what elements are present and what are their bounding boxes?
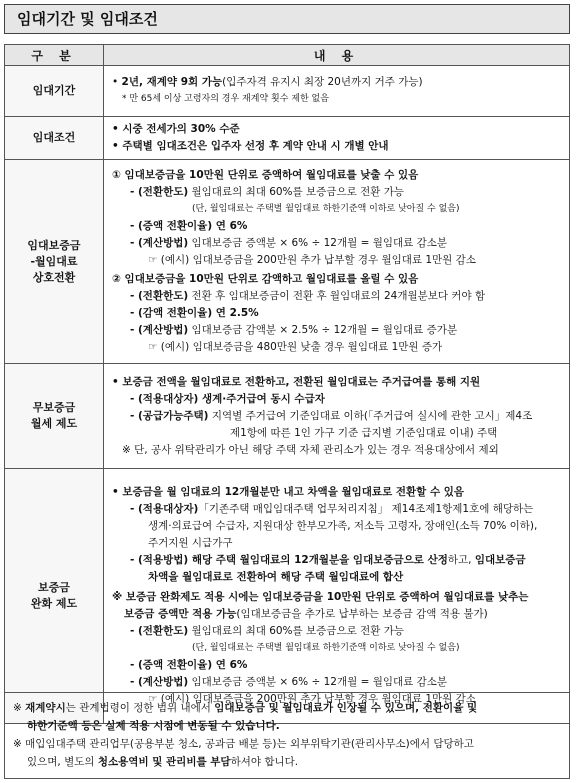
note-2-line-2-bold: 청소용역비 및 관리비를 부담 [97, 756, 231, 768]
relief-method-text: 하고, [447, 554, 475, 566]
relief-calc-text: 임대보증금 증액분 × 6% ÷ 12개월 = 월임대료 감소분 [188, 676, 448, 688]
nodeposit-head: 보증금 전액을 월임대료로 전환하고, 전환된 월임대료는 주거급여를 통해 지원 [122, 375, 481, 388]
relief-method-bold: 임대보증금 [474, 554, 526, 566]
conversion-s1-limit-text: 월임대료의 최대 60%를 보증금으로 전환 가능 [188, 186, 404, 198]
note-1-bold-2: 임대보증금 및 월임대료가 인상될 수 있으며, 전환이율 및 [214, 702, 478, 714]
row-label-relief [5, 469, 104, 724]
conversion-section-2-head: ② 임대보증금을 10만원 단위로 감액하고 월임대료를 올릴 수 있음 [112, 273, 419, 285]
row-content-relief: • 보증금을 월 임대료의 12개월분만 내고 차액을 월임대료로 전환할 수 있음 - (적용대상자)「기존주택 매입임대주택 업무처리지침」 제14조제1항제1호에 해당하는 생계·의료급여 수급자, 지원대상 한부모가족, 저소득 고령자, 장애인(소득 70% 이하), 주거지원 시급가구 - (적용방법) 해당 주택 월임대료의 12개월분을 임대보증금으로 산정하고, 임대보증금 차액을 월임대료로 전환하여 해당 주택 월임대료에 합산 ※ 보증금 완화제도 적용 시에는 임대보증금을 10만원 단위로 증액하여 월임대료를 낮추는 보증금 증액만 적용 가능(임대보증금을 추가로 납부하는 보증금 감액 적용 불가) - (전환한도) 월임대료의 최대 60%를 보증금으로 전환 가능 (단, 월임대료는 주택별 월임대료 하한기준액 이하로 낮아질 수 없음) - (증액 전환이율) 연 6% - (계산방법) 임대보증금 증액분 × 6% ÷ 12개월 = 월임대료 감소분 ☞ (예시) 임대보증금을 200만원 추가 납부할 경우 월임대료 1만원 감소 [104, 469, 570, 724]
page-title: 임대기간 및 임대조건 [4, 4, 570, 34]
footer-notes [4, 692, 570, 779]
condition-line-2: 주택별 임대조건은 입주자 선정 후 계약 안내 시 개별 안내 [122, 140, 389, 152]
relief-label-1: 보증금 [38, 581, 70, 594]
conversion-s1-example: ☞ (예시) 임대보증금을 200만원 추가 납부할 경우 월임대료 1만원 감소 [148, 254, 476, 266]
note-1-text: 는 관계법령이 정한 범위 내에서 [65, 702, 215, 714]
conversion-s1-rate: - (증액 전환이율) 연 6% [130, 220, 248, 232]
nodeposit-exception: ※ 단, 공사 위탁관리가 아닌 해당 주택 자체 관리소가 있는 경우 적용대상에서 제외 [122, 443, 499, 456]
note-2-line-1: ※ 매입임대주택 관리업무(공용부분 청소, 공과금 배분 등)는 외부위탁기관(관리사무소)에서 담당하고 [13, 738, 474, 750]
condition-line-1: 시중 전세가의 30% 수준 [122, 123, 240, 135]
period-detail: (입주자격 유지시 최장 20년까지 거주 가능) [222, 76, 423, 88]
conversion-s2-example: ☞ (예시) 임대보증금을 480만원 낮출 경우 월임대료 1만원 증가 [148, 341, 443, 353]
relief-limit-text: 월임대료의 최대 60%를 보증금으로 전환 가능 [188, 625, 404, 637]
relief-rate: - (증액 전환이율) 연 6% [130, 659, 248, 671]
note-1-bold-1: 재계약시 [25, 702, 66, 714]
conversion-s2-limit-text: 전환 후 임대보증금이 전환 후 월임대료의 24개월분보다 커야 함 [188, 290, 486, 302]
relief-label-2: 완화 제도 [30, 597, 78, 610]
nodeposit-housing-label: - (공급가능주택) [130, 409, 209, 422]
header-content: 내 용 [104, 45, 570, 66]
conversion-section-1-head: ① 임대보증금을 10만원 단위로 증액하여 월임대료를 낮출 수 있음 [112, 169, 419, 181]
relief-target-label: - (적용대상자) [130, 503, 199, 515]
row-content-condition: • 시중 전세가의 30% 수준 • 주택별 임대조건은 입주자 선정 후 계약 안내 시 개별 안내 [104, 117, 570, 160]
relief-method-label: - (적용방법) 해당 주택 월임대료의 12개월분을 임대보증금으로 산정 [130, 554, 448, 566]
relief-note: ※ 보증금 완화제도 적용 시에는 임대보증금을 10만원 단위로 증액하여 월임대료를 낮추는 [112, 591, 529, 603]
conversion-s2-calc-text: 임대보증금 감액분 × 2.5% ÷ 12개월 = 월임대료 증가분 [188, 324, 458, 336]
note-1-mark: ※ [13, 702, 26, 714]
table-row [5, 364, 570, 469]
header-category: 구 분 [5, 45, 104, 66]
conversion-label-2: -월임대료 [30, 254, 78, 268]
conversion-s1-calc-text: 임대보증금 증액분 × 6% ÷ 12개월 = 월임대료 감소분 [188, 237, 448, 249]
row-label-conversion [5, 160, 104, 364]
relief-note-cont-text: (임대보증금을 추가로 납부하는 보증금 감액 적용 불가) [236, 608, 488, 620]
row-content-nodeposit: • 보증금 전액을 월임대료로 전환하고, 전환된 월임대료는 주거급여를 통해 지원 - (적용대상자) 생계·주거급여 동시 수급자 - (공급가능주택) 지역별 주거급여 기준임대료 이하(「주거급여 실시에 관한 고시」제4조 제1항에 따른 1인 가구 기준 급지별 기준임대료 이내) 주택 ※ 단, 공사 위탁관리가 아닌 해당 주택 자체 관리소가 있는 경우 적용대상에서 제외 [104, 364, 570, 469]
note-1-cont: 하한기준액 등은 실제 적용 시점에 변동될 수 있습니다. [27, 720, 280, 732]
nodeposit-housing-cont: 제1항에 따른 1인 가구 기준 급지별 기준임대료 이내) 주택 [230, 426, 498, 439]
relief-head: 보증금을 월 임대료의 12개월분만 내고 차액을 월임대료로 전환할 수 있음 [122, 486, 465, 498]
period-main: 2년, 재계약 9회 가능 [121, 76, 223, 88]
conversion-s1-limit-label: - (전환한도) [130, 186, 189, 198]
table-row [5, 469, 570, 724]
table-row [5, 160, 570, 364]
relief-limit-label: - (전환한도) [130, 625, 189, 637]
relief-example: ☞ (예시) 임대보증금을 200만원 추가 납부할 경우 월임대료 1만원 감소 [148, 693, 476, 705]
relief-note-cont-bold: 보증금 증액만 적용 가능 [124, 608, 237, 620]
note-2-line-2-post: 하셔야 합니다. [230, 756, 299, 768]
nodeposit-housing-text: 지역별 주거급여 기준임대료 이하(「주거급여 실시에 관한 고시」제4조 [208, 409, 533, 422]
conversion-label-1: 임대보증금 [27, 238, 81, 252]
relief-target-cont-1: 생계·의료급여 수급자, 지원대상 한부모가족, 저소득 고령자, 장애인(소득 70% 이하), [148, 520, 538, 532]
relief-target-cont-2: 주거지원 시급가구 [148, 537, 233, 549]
table-row [5, 66, 570, 117]
nodeposit-label-1: 무보증금 [32, 401, 76, 414]
conversion-s2-limit-label: - (전환한도) [130, 290, 189, 302]
conversion-s2-rate: - (감액 전환이율) 연 2.5% [130, 307, 259, 319]
row-label-nodeposit [5, 364, 104, 469]
conversion-s2-calc-label: - (계산방법) [130, 324, 189, 336]
nodeposit-label-2: 월세 제도 [30, 417, 78, 430]
table-row [5, 117, 570, 160]
table-header-row [5, 45, 570, 66]
nodeposit-target: - (적용대상자) 생계·주거급여 동시 수급자 [130, 392, 325, 405]
conversion-s1-calc-label: - (계산방법) [130, 237, 189, 249]
conversion-label-3: 상호전환 [32, 270, 76, 284]
row-content-conversion [104, 160, 570, 364]
row-content-period: • 2년, 재계약 9회 가능(입주자격 유지시 최장 20년까지 거주 가능) * 만 65세 이상 고령자의 경우 재계약 횟수 제한 없음 [104, 66, 570, 117]
period-note: * 만 65세 이상 고령자의 경우 재계약 횟수 제한 없음 [122, 94, 329, 104]
relief-method-cont: 차액을 월임대료로 전환하여 해당 주택 월임대료에 합산 [148, 571, 404, 583]
conversion-s1-limit-note: (단, 월임대료는 주택별 월임대료 하한기준액 이하로 낮아질 수 없음) [192, 204, 460, 214]
row-label-period: 임대기간 [5, 66, 104, 117]
relief-target-text: 「기존주택 매입임대주택 업무처리지침」 제14조제1항제1호에 해당하는 [198, 503, 534, 515]
relief-limit-note: (단, 월임대료는 주택별 월임대료 하한기준액 이하로 낮아질 수 없음) [192, 643, 460, 653]
row-label-condition: 임대조건 [5, 117, 104, 160]
relief-calc-label: - (계산방법) [130, 676, 189, 688]
lease-terms-table [4, 44, 570, 724]
note-2-line-2-pre: 있으며, 별도의 [27, 756, 98, 768]
